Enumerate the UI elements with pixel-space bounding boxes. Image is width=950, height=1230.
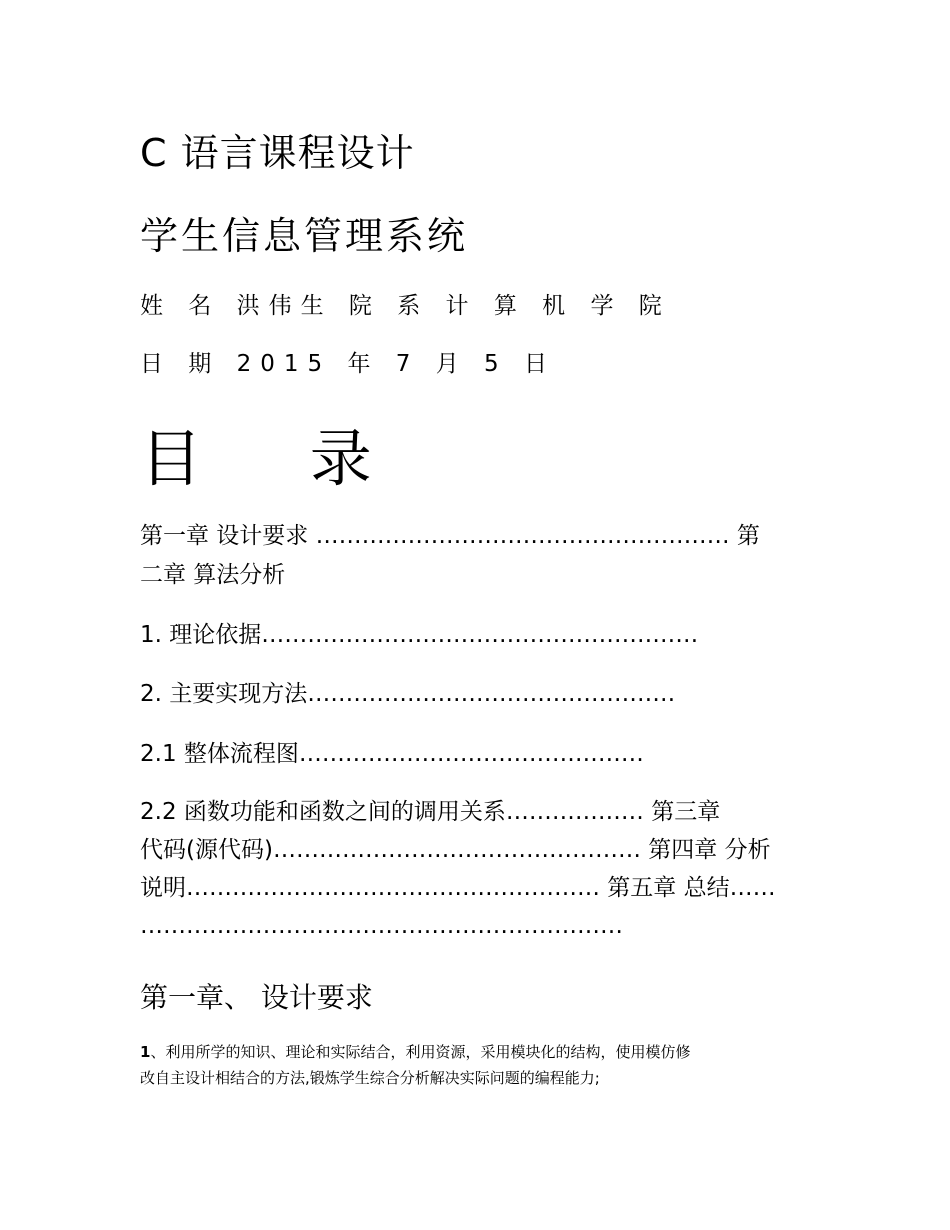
requirement-line: 改自主设计相结合的方法,锻炼学生综合分析解决实际问题的编程能力; (140, 1069, 600, 1087)
author-department-line: 姓 名 洪伟生 院 系 计 算 机 学 院 (140, 293, 671, 319)
course-title: C 语言课程设计 (140, 131, 415, 175)
toc-entry-line: 代码(源代码)………………………………………… 第四章 分析 (140, 837, 771, 863)
toc-entry-line: 说明……………………………………………… 第五章 总结…… (140, 875, 776, 901)
toc-entry-theory (140, 621, 800, 650)
toc-entry-implementation (140, 680, 800, 709)
toc-entry-flowchart (140, 740, 800, 769)
toc-entry-line: 2.2 函数功能和函数之间的调用关系……………… 第三章 (140, 799, 721, 825)
toc-entry-line: 二章 算法分析 (140, 562, 286, 588)
toc-entry-line: 1. 理论依据………………………………………………… (140, 622, 699, 648)
item-number: 1 (140, 1043, 151, 1061)
toc-entry-line: ……………………………………………………… (140, 913, 623, 939)
toc-entry-functions-and-chapters (140, 798, 800, 940)
chapter-1-heading: 第一章、 设计要求 (140, 981, 373, 1014)
toc-entry-line: 第一章 设计要求 ……………………………………………… 第 (140, 523, 760, 549)
requirement-item-1 (140, 1039, 820, 1091)
project-title: 学生信息管理系统 (140, 214, 469, 258)
requirement-line (140, 1039, 820, 1065)
toc-title: 目 录 (140, 422, 416, 495)
item-text: 、利用所学的知识、理论和实际结合，利用资源，采用模块化的结构，使用模仿修 (150, 1043, 691, 1061)
toc-entry-chapter-1-2 (140, 522, 800, 590)
toc-entry-line: 2. 主要实现方法………………………………………… (140, 681, 676, 707)
toc-entry-line: 2.1 整体流程图……………………………………… (140, 741, 644, 767)
date-line: 日 期 2015 年 7 月 5 日 (140, 351, 556, 377)
